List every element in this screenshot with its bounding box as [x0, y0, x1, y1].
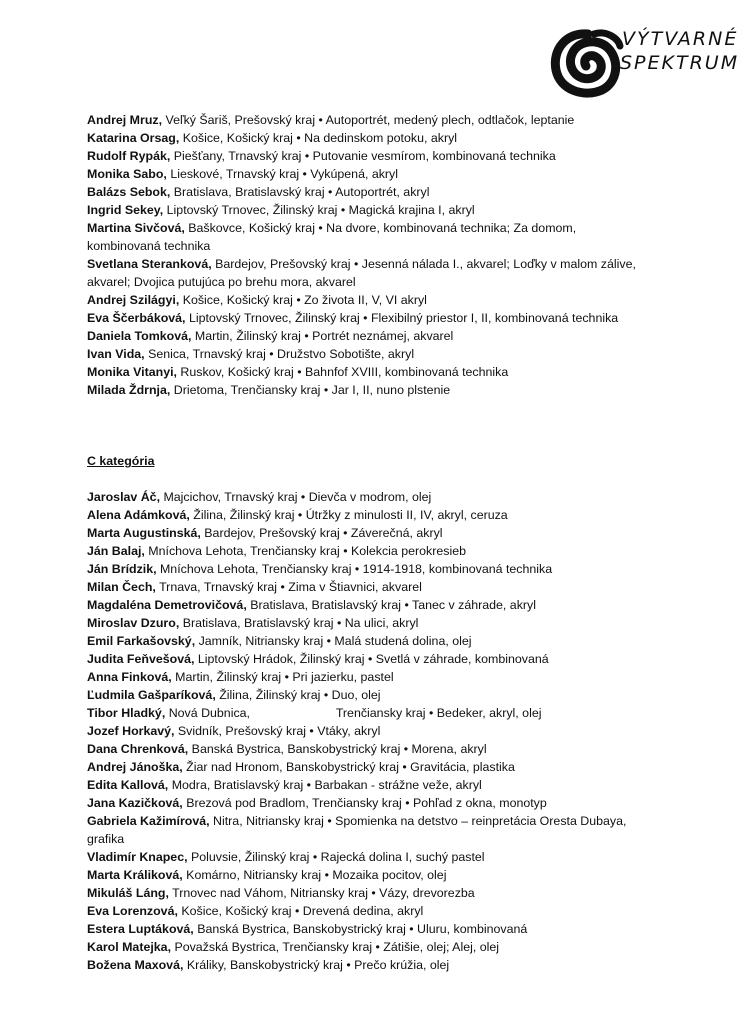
artist-name: Rudolf Rypák, — [87, 149, 171, 163]
list-item — [87, 902, 647, 920]
list-item — [87, 848, 647, 866]
list-item — [87, 542, 647, 560]
artist-details: Žiar nad Hronom, Banskobystrický kraj • Gravitácia, plastika — [182, 760, 515, 774]
artist-details: Martin, Žilinský kraj • Pri jazierku, pastel — [171, 670, 394, 684]
artist-name: Mikuláš Láng, — [87, 886, 169, 900]
artist-name: Andrej Jánoška, — [87, 760, 183, 774]
artist-details: Mníchova Lehota, Trenčiansky kraj • Kolekcia perokresieb — [144, 544, 467, 558]
logo-text-line2: SPEKTRUM — [620, 52, 739, 74]
artist-details: Bardejov, Prešovský kraj • Jesenná nálada I., akvarel; Loďky v malom zálive, akvarel; Dvojica putujúca po brehu mora, akvarel — [87, 257, 636, 289]
list-item — [87, 668, 647, 686]
artist-name: Eva Ščerbáková, — [87, 311, 186, 325]
artist-details: Košice, Košický kraj • Zo života II, V, VI akryl — [179, 293, 427, 307]
list-item — [87, 255, 647, 291]
list-item — [87, 219, 647, 255]
list-item — [87, 776, 647, 794]
list-item — [87, 183, 647, 201]
list-item — [87, 111, 647, 129]
list-item — [87, 488, 647, 506]
artist-name: Daniela Tomková, — [87, 329, 192, 343]
artist-name: Miroslav Dzuro, — [87, 616, 180, 630]
artist-name: Marta Králiková, — [87, 868, 183, 882]
list-item — [87, 686, 647, 704]
artist-details: Senica, Trnavský kraj • Družstvo Sobotište, akryl — [144, 347, 415, 361]
list-item — [87, 704, 647, 722]
artist-name: Jozef Horkavý, — [87, 724, 175, 738]
artist-details: Králiky, Banskobystrický kraj • Prečo krúžia, olej — [183, 958, 450, 972]
artist-name: Balázs Sebok, — [87, 185, 171, 199]
artist-details: Jamník, Nitriansky kraj • Malá studená dolina, olej — [195, 634, 472, 648]
artist-name: Jana Kazičková, — [87, 796, 183, 810]
artist-details: Košice, Košický kraj • Drevená dedina, akryl — [177, 904, 424, 918]
artist-details: Žilina, Žilinský kraj • Duo, olej — [215, 688, 381, 702]
artist-name: Milada Ždrnja, — [87, 383, 171, 397]
artist-name: Svetlana Steranková, — [87, 257, 212, 271]
artist-details: Liptovský Hrádok, Žilinský kraj • Svetlá v záhrade, kombinovaná — [194, 652, 549, 666]
artist-details: Bratislava, Bratislavský kraj • Na ulici, akryl — [179, 616, 419, 630]
artist-name: Tibor Hladký, — [87, 706, 166, 720]
list-item — [87, 920, 647, 938]
list-item — [87, 758, 647, 776]
artist-details: Veľký Šariš, Prešovský kraj • Autoportrét, medený plech, odtlačok, leptanie — [162, 113, 575, 127]
artist-details: Poluvsie, Žilinský kraj • Rajecká dolina I, suchý pastel — [187, 850, 485, 864]
artist-details: Baškovce, Košický kraj • Na dvore, kombinovaná technika; Za domom, kombinovaná technika — [87, 221, 577, 253]
artist-name: Eva Lorenzová, — [87, 904, 178, 918]
artist-details: Mníchova Lehota, Trenčiansky kraj • 1914-1918, kombinovaná technika — [156, 562, 553, 576]
artist-name: Judita Feňvešová, — [87, 652, 195, 666]
list-item — [87, 560, 647, 578]
artist-details: Nitra, Nitriansky kraj • Spomienka na detstvo – reinpretácia Oresta Dubaya, grafika — [87, 814, 627, 846]
artist-details: Modra, Bratislavský kraj • Barbakan - strážne veže, akryl — [168, 778, 482, 792]
list-item — [87, 866, 647, 884]
artist-details: Trnovec nad Váhom, Nitriansky kraj • Vázy, drevorezba — [168, 886, 475, 900]
artist-details: Piešťany, Trnavský kraj • Putovanie vesmírom, kombinovaná technika — [170, 149, 556, 163]
artist-details: Ruskov, Košický kraj • Bahnfof XVIII, kombinovaná technika — [176, 365, 509, 379]
list-item — [87, 812, 647, 848]
list-item — [87, 722, 647, 740]
artist-name: Alena Adámková, — [87, 508, 190, 522]
artist-name: Ivan Vida, — [87, 347, 145, 361]
artist-details: Martin, Žilinský kraj • Portrét neznámej, akvarel — [191, 329, 454, 343]
artist-name: Marta Augustinská, — [87, 526, 201, 540]
list-item — [87, 363, 647, 381]
artist-name: Ingrid Sekey, — [87, 203, 164, 217]
list-item — [87, 524, 647, 542]
artist-details: Banská Bystrica, Banskobystrický kraj • Uluru, kombinovaná — [193, 922, 528, 936]
artist-name: Dana Chrenková, — [87, 742, 189, 756]
list-item — [87, 291, 647, 309]
artist-details: Bratislava, Bratislavský kraj • Autoportrét, akryl — [170, 185, 430, 199]
logo-text-line1: VÝTVARNÉ — [622, 28, 739, 50]
artist-details: Liptovský Trnovec, Žilinský kraj • Flexibilný priestor I, II, kombinovaná technika — [185, 311, 619, 325]
artist-details: Brezová pod Bradlom, Trenčiansky kraj • Pohľad z okna, monotyp — [182, 796, 547, 810]
vytvarne-spektrum-logo — [548, 20, 739, 110]
artist-details: Svidník, Prešovský kraj • Vtáky, akryl — [174, 724, 381, 738]
artist-name: Magdaléna Demetrovičová, — [87, 598, 247, 612]
artist-details: Bratislava, Bratislavský kraj • Tanec v záhrade, akryl — [246, 598, 536, 612]
list-item — [87, 956, 647, 974]
section-c-list — [87, 452, 647, 974]
artist-details: Banská Bystrica, Banskobystrický kraj • Morena, akryl — [188, 742, 487, 756]
artist-name: Edita Kallová, — [87, 778, 169, 792]
artist-name: Vladimír Knapec, — [87, 850, 188, 864]
artist-details: Považská Bystrica, Trenčiansky kraj • Zátišie, olej; Alej, olej — [171, 940, 500, 954]
list-item — [87, 578, 647, 596]
artist-details: Trnava, Trnavský kraj • Zima v Štiavnici, akvarel — [155, 580, 422, 594]
list-item — [87, 596, 647, 614]
list-item — [87, 794, 647, 812]
artist-name: Monika Sabo, — [87, 167, 167, 181]
spacer — [87, 470, 647, 488]
artist-details: Lieskové, Trnavský kraj • Vykúpená, akryl — [166, 167, 399, 181]
artist-name: Jaroslav Áč, — [87, 490, 161, 504]
spiral-logo-icon — [548, 24, 628, 104]
artist-name: Ján Balaj, — [87, 544, 145, 558]
artist-details: Majcichov, Trnavský kraj • Dievča v modrom, olej — [160, 490, 432, 504]
artist-name: Milan Čech, — [87, 580, 156, 594]
list-item — [87, 309, 647, 327]
list-item — [87, 165, 647, 183]
list-item — [87, 506, 647, 524]
artist-name: Martina Sivčová, — [87, 221, 185, 235]
artist-name: Katarina Orsag, — [87, 131, 180, 145]
list-item — [87, 632, 647, 650]
list-item — [87, 201, 647, 219]
list-item — [87, 327, 647, 345]
artist-details: Nová Dubnica, Trenčiansky kraj • Bedeker, akryl, olej — [165, 706, 542, 720]
list-item — [87, 650, 647, 668]
artist-details: Liptovský Trnovec, Žilinský kraj • Magická krajina I, akryl — [163, 203, 475, 217]
section-heading: C kategória — [87, 454, 155, 468]
artist-details: Drietoma, Trenčiansky kraj • Jar I, II, nuno plstenie — [170, 383, 451, 397]
artist-name: Ľudmila Gašparíková, — [87, 688, 216, 702]
list-item — [87, 381, 647, 399]
artist-name: Andrej Szilágyi, — [87, 293, 180, 307]
artist-name: Andrej Mruz, — [87, 113, 163, 127]
artist-name: Božena Maxová, — [87, 958, 184, 972]
list-item — [87, 345, 647, 363]
list-item — [87, 129, 647, 147]
artist-name: Estera Luptáková, — [87, 922, 194, 936]
list-item — [87, 147, 647, 165]
artist-name: Karol Matejka, — [87, 940, 172, 954]
list-item — [87, 938, 647, 956]
list-item — [87, 740, 647, 758]
artist-name: Emil Farkašovský, — [87, 634, 196, 648]
artist-name: Gabriela Kažimírová, — [87, 814, 210, 828]
artist-details: Komárno, Nitriansky kraj • Mozaika pocitov, olej — [182, 868, 447, 882]
list-item — [87, 884, 647, 902]
section-b-list — [87, 111, 647, 399]
list-item — [87, 614, 647, 632]
artist-name: Anna Finková, — [87, 670, 172, 684]
artist-details: Žilina, Žilinský kraj • Útržky z minulosti II, IV, akryl, ceruza — [189, 508, 508, 522]
artist-details: Košice, Košický kraj • Na dedinskom potoku, akryl — [179, 131, 458, 145]
artist-name: Ján Brídzik, — [87, 562, 157, 576]
artist-details: Bardejov, Prešovský kraj • Záverečná, akryl — [200, 526, 443, 540]
artist-name: Monika Vitanyi, — [87, 365, 177, 379]
